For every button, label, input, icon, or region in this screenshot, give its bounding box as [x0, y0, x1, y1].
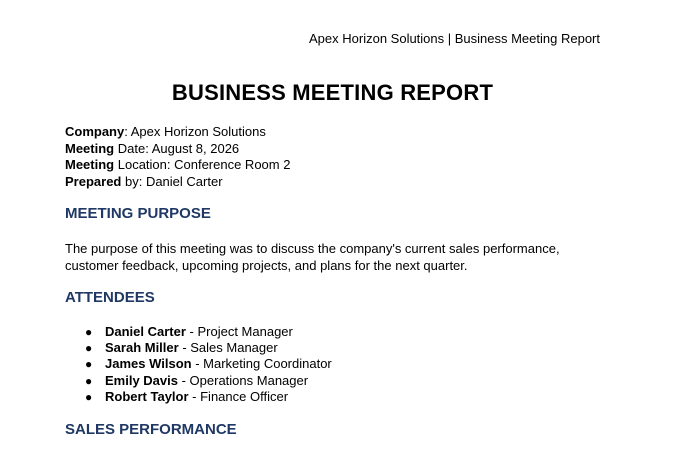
meta-label: Meeting: [65, 157, 115, 173]
bullet-icon: ●: [85, 341, 93, 356]
prepared-by-line: [65, 174, 290, 191]
attendee-role: - Sales Manager: [178, 340, 278, 356]
meta-label: Company: [65, 124, 125, 139]
bullet-icon: ●: [85, 325, 93, 339]
section-heading-purpose: MEETING PURPOSE: [65, 205, 211, 222]
attendee-name: Emily Davis: [105, 372, 178, 388]
list-item: [83, 356, 332, 372]
attendee-name: James Wilson: [105, 356, 192, 372]
attendee-name: Daniel Carter: [105, 324, 186, 339]
page-header: Apex Horizon Solutions | Business Meeting Report: [309, 31, 600, 46]
list-item: [83, 373, 332, 389]
meeting-date-line: [65, 141, 290, 158]
attendee-role: - Finance Officer: [188, 388, 289, 404]
attendee-name: Robert Taylor: [105, 388, 189, 404]
list-item: [83, 340, 332, 356]
meta-value: by: Daniel Carter: [121, 174, 223, 190]
attendee-role: - Operations Manager: [178, 372, 309, 388]
attendee-role: - Project Manager: [185, 324, 293, 339]
section-heading-attendees: ATTENDEES: [65, 289, 155, 306]
attendee-name: Sarah Miller: [105, 340, 179, 356]
list-item: [83, 389, 332, 405]
attendee-role: - Marketing Coordinator: [191, 356, 332, 372]
meeting-details: [65, 124, 290, 191]
meeting-location-line: [65, 157, 290, 174]
document-title: BUSINESS MEETING REPORT: [171, 80, 494, 105]
bullet-icon: ●: [85, 357, 93, 372]
meta-label: Meeting: [65, 140, 115, 156]
attendee-list: [83, 324, 332, 405]
meta-label: Prepared: [65, 174, 122, 190]
purpose-paragraph: The purpose of this meeting was to discuss the company's current sales performance, customer feedback, upcoming projects, and plans for the next quarter.: [65, 241, 560, 273]
bullet-icon: ●: [85, 373, 93, 388]
company-line: [65, 124, 290, 141]
meta-value: : Apex Horizon Solutions: [124, 124, 266, 139]
bullet-icon: ●: [85, 389, 93, 404]
list-item: [83, 324, 332, 340]
meta-value: Date: August 8, 2026: [114, 140, 240, 156]
section-heading-sales-performance: SALES PERFORMANCE: [65, 421, 237, 438]
meta-value: Location: Conference Room 2: [114, 157, 291, 173]
